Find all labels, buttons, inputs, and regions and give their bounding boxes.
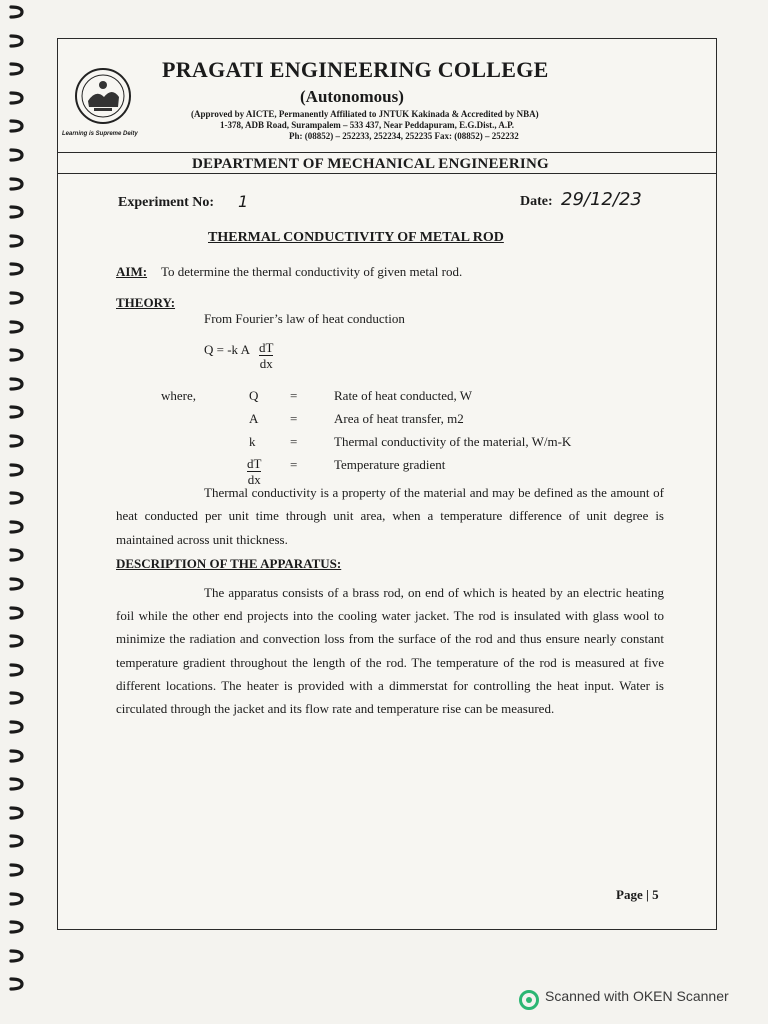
binding-ring-icon: [5, 233, 25, 249]
term-numerator: dT: [247, 456, 262, 471]
term-equals: =: [290, 388, 298, 403]
term-denominator: dx: [247, 472, 261, 487]
term-symbol: k: [249, 434, 256, 449]
college-logo-icon: [74, 67, 132, 125]
equation-fraction: [259, 340, 273, 371]
experiment-label: Experiment No:: [118, 195, 215, 210]
binding-ring-icon: [5, 519, 25, 535]
binding-ring-icon: [5, 118, 25, 134]
equation-denominator: dx: [259, 356, 273, 371]
theory-label: THEORY:: [116, 295, 176, 310]
binding-ring-icon: [5, 319, 25, 335]
binding-ring-icon: [5, 490, 25, 506]
binding-ring-icon: [5, 805, 25, 821]
phone-line: Ph: (08852) – 252233, 252234, 252235 Fax: (08852) – 252232: [289, 131, 519, 141]
term-symbol: Q: [249, 388, 259, 403]
binding-ring-icon: [5, 404, 25, 420]
oken-scanner-logo-icon: [519, 990, 539, 1010]
binding-ring-icon: [5, 976, 25, 992]
description-paragraph: The apparatus consists of a brass rod, on end of which is heated by an electric heating foil while the other end projects into the cooling water jacket. The rod is insulated with glass wool to minimize the radiation and convection loss from the surface of the rod and thus ensure nearly constant temperature gradient throughout the length of the rod. The temperature of the rod is measured at five different locations. The heater is provided with a dimmerstat for controlling the heat input. Water is circulated through the jacket and its flow rate and temperature rise can be measured.: [116, 585, 664, 717]
binding-ring-icon: [5, 90, 25, 106]
binding-ring-icon: [5, 948, 25, 964]
binding-ring-icon: [5, 576, 25, 592]
theory-paragraph: Thermal conductivity is a property of the material and may be defined as the amount of heat conducted per unit time through unit area, when a temperature difference of unit degree is maintained across unit thickness.: [116, 485, 664, 547]
term-meaning: Temperature gradient: [334, 457, 446, 472]
binding-ring-icon: [5, 204, 25, 220]
experiment-number: 1: [238, 192, 249, 211]
department-title: DEPARTMENT OF MECHANICAL ENGINEERING: [192, 156, 549, 172]
term-equals: =: [290, 434, 298, 449]
binding-ring-icon: [5, 462, 25, 478]
aim-label: AIM:: [116, 264, 148, 279]
term-meaning: Thermal conductivity of the material, W/m-K: [334, 434, 572, 449]
binding-ring-icon: [5, 891, 25, 907]
binding-ring-icon: [5, 633, 25, 649]
theory-intro: From Fourier’s law of heat conduction: [204, 311, 405, 326]
binding-ring-icon: [5, 862, 25, 878]
header-divider-bottom: [58, 173, 716, 174]
binding-ring-icon: [5, 748, 25, 764]
binding-ring-icon: [5, 690, 25, 706]
term-equals: =: [290, 457, 298, 472]
binding-ring-icon: [5, 347, 25, 363]
binding-ring-icon: [5, 776, 25, 792]
description-label: DESCRIPTION OF THE APPARATUS:: [116, 556, 342, 571]
approval-line: (Approved by AICTE, Permanently Affiliated to JNTUK Kakinada & Accredited by NBA): [191, 109, 539, 119]
page-number: Page | 5: [616, 887, 659, 902]
binding-ring-icon: [5, 433, 25, 449]
equation-numerator: dT: [259, 340, 274, 355]
binding-ring-icon: [5, 605, 25, 621]
binding-ring-icon: [5, 4, 25, 20]
date-value: 29/12/23: [561, 189, 642, 210]
term-meaning: Rate of heat conducted, W: [334, 388, 473, 403]
binding-ring-icon: [5, 147, 25, 163]
term-meaning: Area of heat transfer, m2: [334, 411, 464, 426]
binding-ring-icon: [5, 61, 25, 77]
aim-text: To determine the thermal conductivity of given metal rod.: [161, 264, 463, 279]
binding-ring-icon: [5, 376, 25, 392]
experiment-title: THERMAL CONDUCTIVITY OF METAL ROD: [208, 230, 504, 245]
address-line: 1-378, ADB Road, Surampalem – 533 437, Near Peddapuram, E.G.Dist., A.P.: [220, 120, 515, 130]
college-motto: Learning is Supreme Deity: [62, 131, 138, 137]
college-name: PRAGATI ENGINEERING COLLEGE: [162, 57, 549, 82]
binding-ring-icon: [5, 261, 25, 277]
scanner-watermark: Scanned with OKEN Scanner: [545, 988, 729, 1004]
autonomous-label: (Autonomous): [300, 87, 404, 106]
date-label: Date:: [520, 194, 553, 209]
where-label: where,: [161, 388, 197, 403]
binding-ring-icon: [5, 833, 25, 849]
binding-ring-icon: [5, 919, 25, 935]
term-equals: =: [290, 411, 298, 426]
binding-ring-icon: [5, 176, 25, 192]
term-symbol: A: [249, 411, 259, 426]
header-divider-top: [58, 152, 716, 153]
binding-ring-icon: [5, 719, 25, 735]
binding-ring-icon: [5, 290, 25, 306]
binding-ring-icon: [5, 662, 25, 678]
equation-lhs: Q = -k A: [204, 342, 250, 357]
binding-ring-icon: [5, 33, 25, 49]
document-page: [57, 38, 717, 930]
binding-ring-icon: [5, 547, 25, 563]
